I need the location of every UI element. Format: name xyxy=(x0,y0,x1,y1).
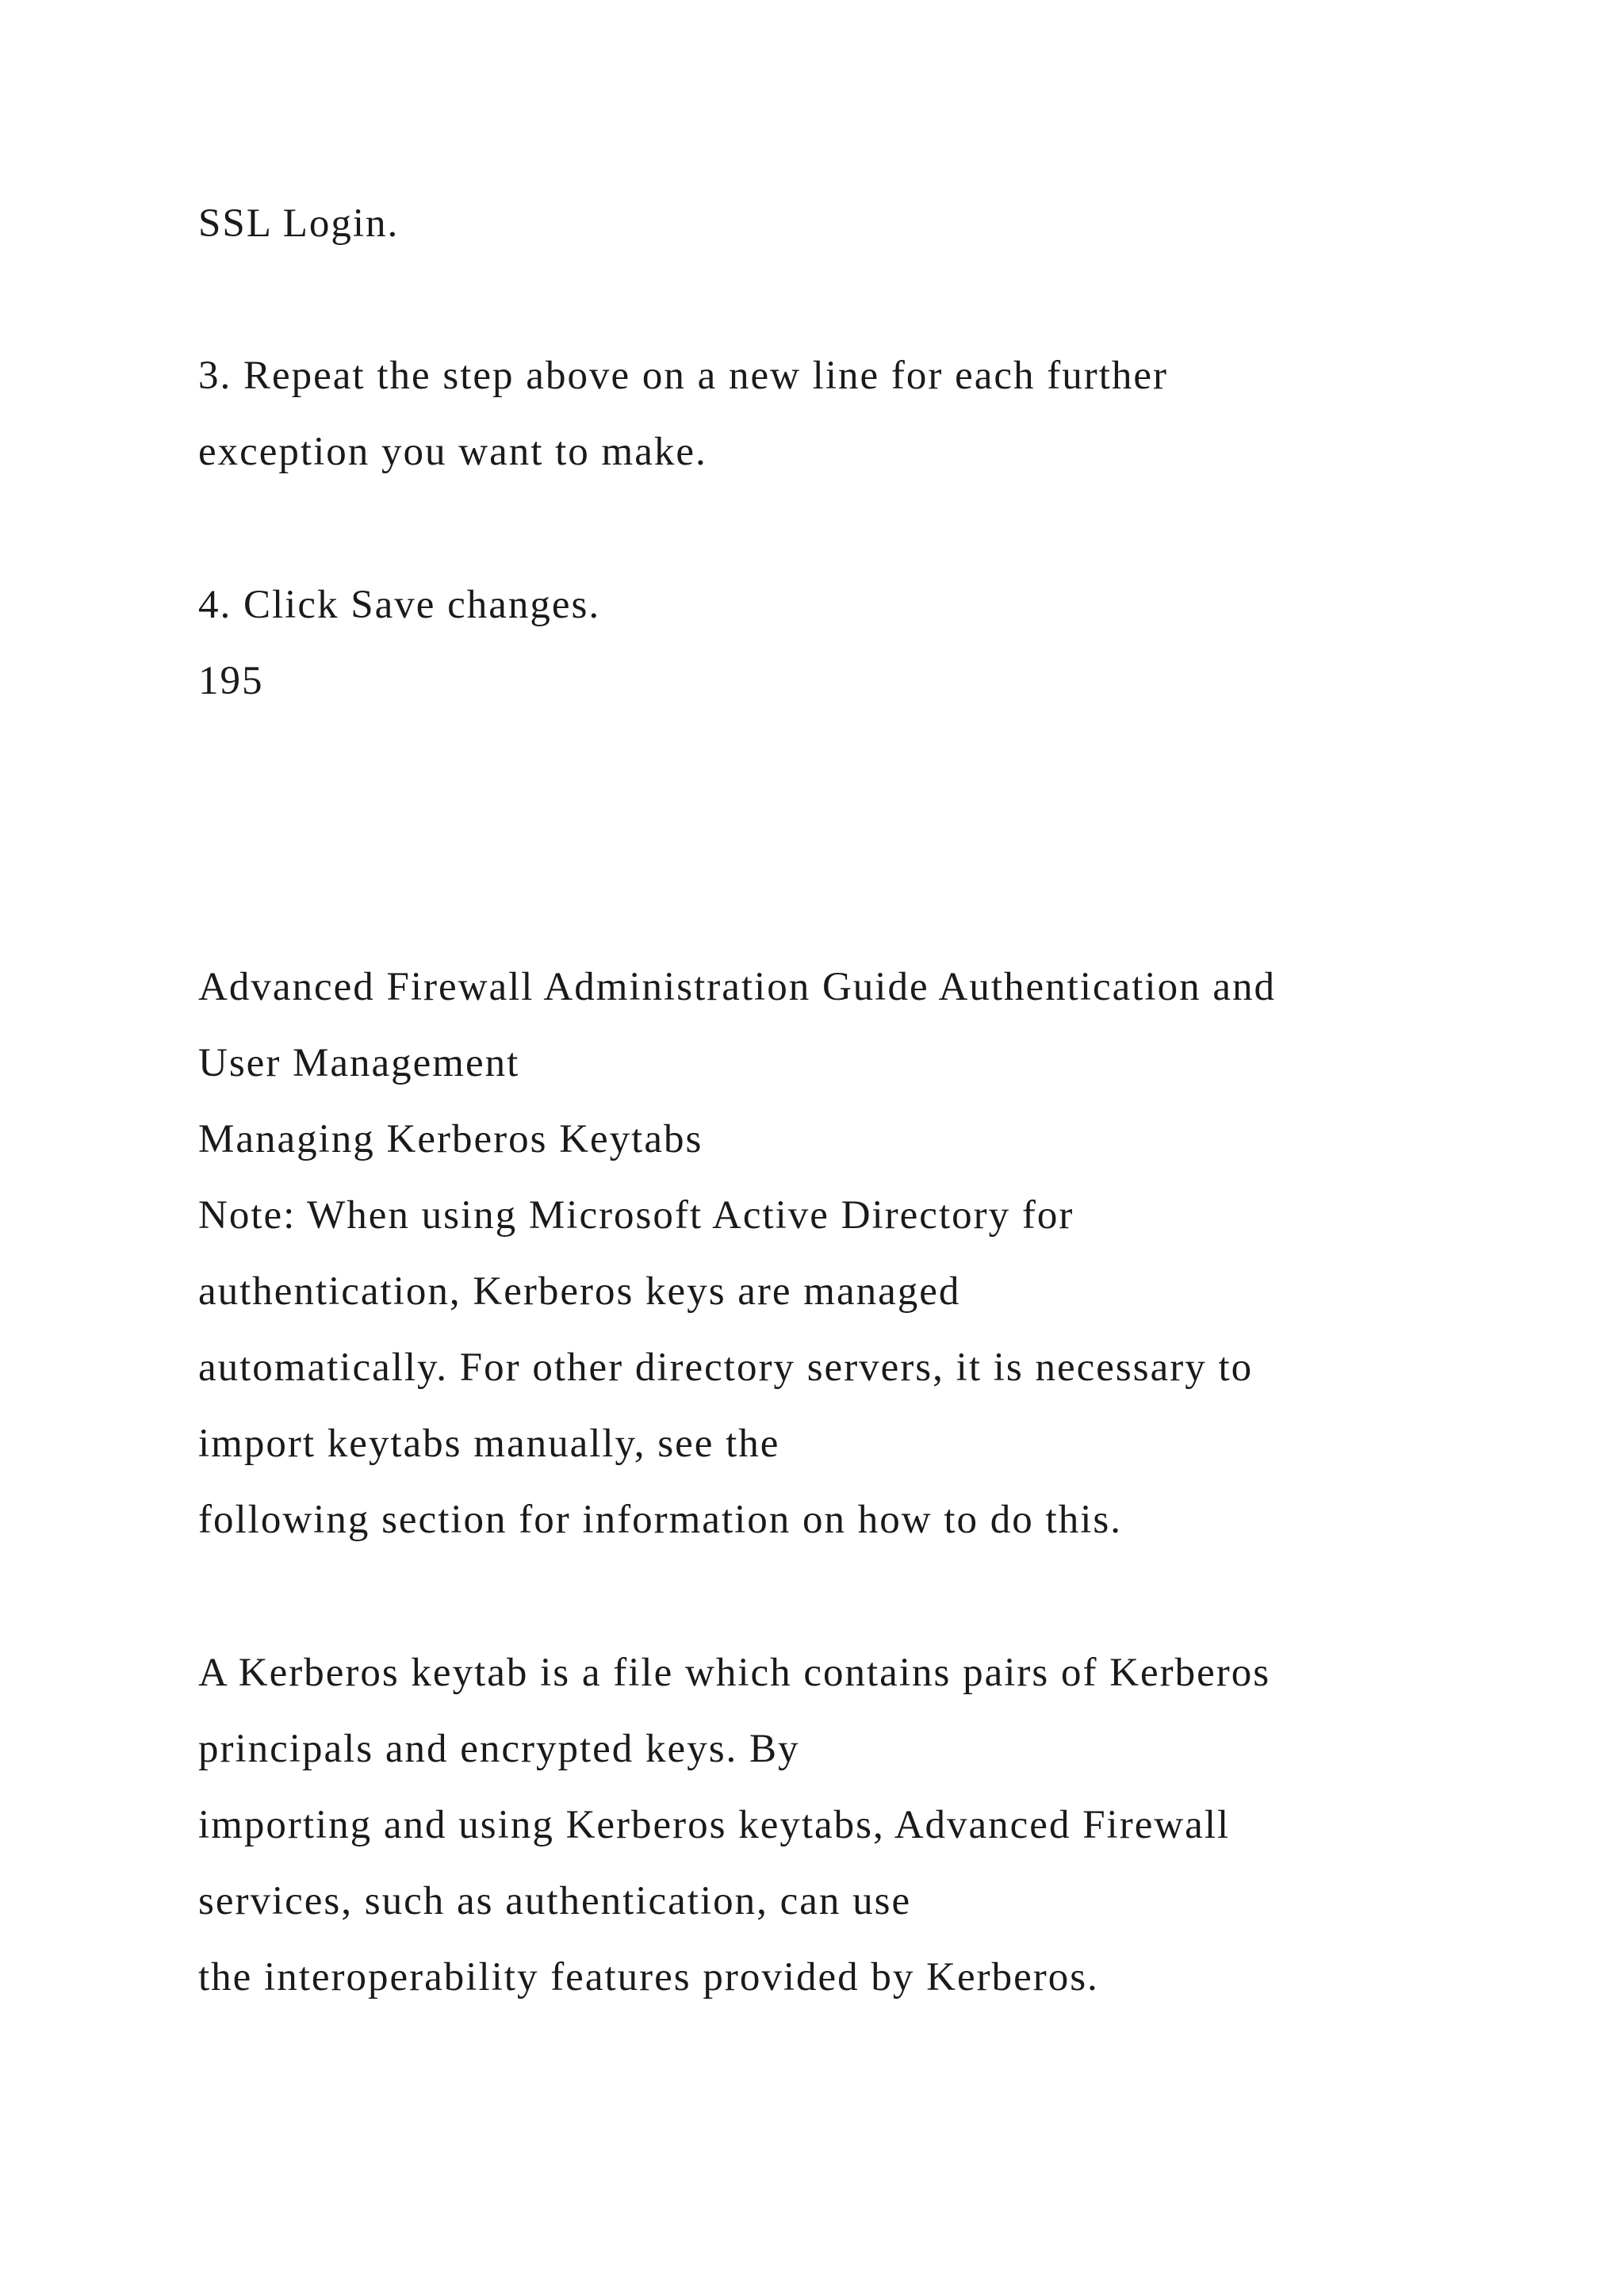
text-line: SSL Login. xyxy=(198,201,400,246)
text-line: Advanced Firewall Administration Guide Authentication and xyxy=(198,965,1276,1009)
page-number: 195 xyxy=(198,659,264,703)
text-line: A Kerberos keytab is a file which contains pairs of Kerberos xyxy=(198,1651,1271,1695)
text-line: import keytabs manually, see the xyxy=(198,1422,780,1466)
text-line: 3. Repeat the step above on a new line for each further xyxy=(198,354,1169,398)
text-line: authentication, Kerberos keys are managed xyxy=(198,1269,961,1314)
section-heading: Managing Kerberos Keytabs xyxy=(198,1117,703,1161)
text-line: following section for information on how to do this. xyxy=(198,1498,1122,1542)
text-line: automatically. For other directory servers, it is necessary to xyxy=(198,1345,1254,1390)
text-line: importing and using Kerberos keytabs, Advanced Firewall xyxy=(198,1803,1231,1847)
text-line: User Management xyxy=(198,1041,520,1085)
text-line: services, such as authentication, can use xyxy=(198,1879,912,1923)
text-line: principals and encrypted keys. By xyxy=(198,1727,800,1771)
text-line: 4. Click Save changes. xyxy=(198,583,601,627)
text-line: Note: When using Microsoft Active Directory for xyxy=(198,1193,1074,1238)
text-line: exception you want to make. xyxy=(198,430,707,474)
text-line: the interoperability features provided by Kerberos. xyxy=(198,1955,1099,1999)
